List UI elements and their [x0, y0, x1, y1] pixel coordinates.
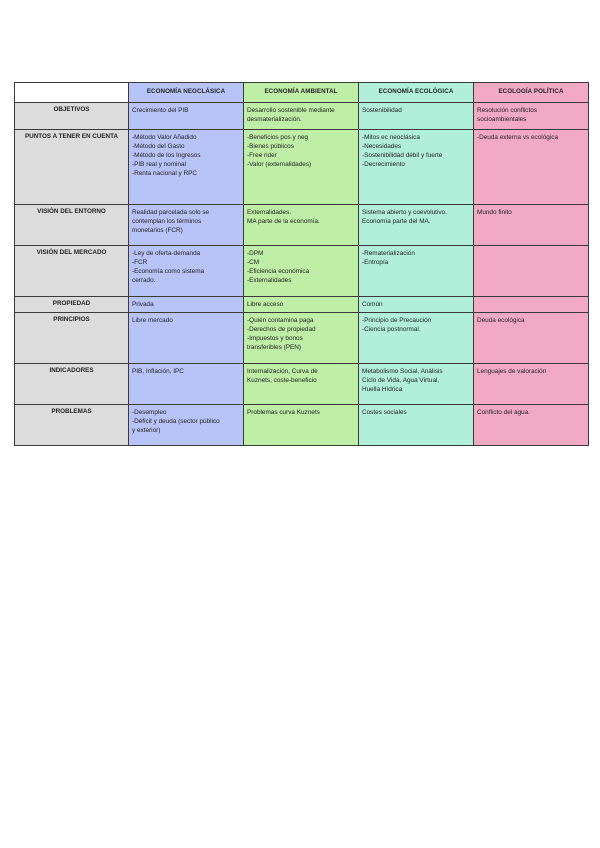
table-cell	[359, 364, 474, 405]
table-row	[15, 103, 589, 130]
table-cell	[244, 130, 359, 205]
cell-line: -Método Valor Añadido	[132, 134, 197, 141]
table-cell	[244, 405, 359, 446]
header-economia-ambiental: ECONOMÍA AMBIENTAL	[244, 83, 359, 103]
cell-line: Kuznets, coste-beneficio	[247, 377, 317, 385]
table-cell	[244, 364, 359, 405]
cell-line: Economía parte del MA.	[362, 218, 431, 226]
cell-line: Costes sociales	[362, 409, 407, 417]
cell-line: -Externalidades	[247, 277, 292, 285]
table-row	[15, 297, 589, 313]
document-page	[14, 82, 588, 446]
cell-line: -Renta nacional y RPC	[132, 170, 198, 178]
cell-line: Crecimiento del PIB	[132, 107, 189, 114]
cell-line: Resolución conflictos	[477, 107, 538, 114]
table-cell	[474, 103, 589, 130]
table-cell	[474, 246, 589, 297]
table-row	[15, 313, 589, 364]
cell-line: desmaterialización.	[247, 116, 302, 124]
row-label: PROBLEMAS	[15, 405, 129, 446]
cell-line: -Principio de Precaución	[362, 317, 432, 325]
cell-line: Problemas curva Kuznets	[247, 409, 320, 417]
cell-line: -Desempleo	[132, 409, 167, 417]
row-label: INDICADORES	[15, 364, 129, 405]
cell-line: Mundo finito	[477, 209, 512, 216]
table-cell	[129, 297, 244, 313]
table-row	[15, 205, 589, 246]
cell-line: Externalidades.	[247, 209, 292, 216]
cell-line: -Beneficios pos y neg	[247, 134, 309, 141]
table-row	[15, 364, 589, 405]
table-cell	[474, 205, 589, 246]
table-body	[15, 103, 589, 446]
cell-line: Conflicto del agua.	[477, 409, 530, 417]
cell-line: Sostenibilidad	[362, 107, 402, 114]
cell-line: Común	[362, 301, 383, 308]
cell-line: -Valor (externalidades)	[247, 161, 312, 169]
cell-line: Sistema abierto y coevolutivo.	[362, 209, 447, 216]
cell-line: -Economía como sistema	[132, 268, 205, 276]
cell-line: -PIB real y nominal	[132, 161, 186, 169]
cell-line: Privada	[132, 301, 154, 308]
cell-line: Desarrollo sostenible mediante	[247, 107, 335, 114]
table-cell	[359, 405, 474, 446]
cell-line: -Deuda externa vs ecológica	[477, 134, 558, 141]
cell-line: -DPM	[247, 250, 264, 257]
table-cell	[359, 297, 474, 313]
cell-line: PIB, Inflación, IPC	[132, 368, 184, 376]
table-row	[15, 405, 589, 446]
cell-line: MA parte de la economía.	[247, 218, 320, 226]
cell-line: -Decrecimiento	[362, 161, 405, 169]
cell-line: -Método del Gasto	[132, 143, 185, 151]
row-label: PRINCIPIOS	[15, 313, 129, 364]
table-cell	[129, 205, 244, 246]
cell-line: -Impuestos y bonos	[247, 335, 303, 343]
table-cell	[359, 130, 474, 205]
cell-line: -FCR	[132, 259, 148, 267]
cell-line: Libre acceso	[247, 301, 284, 308]
cell-line: transferibles (PEN)	[247, 344, 301, 352]
table-cell	[129, 103, 244, 130]
row-label: PUNTOS A TENER EN CUENTA	[15, 130, 129, 205]
table-cell	[129, 313, 244, 364]
cell-line: Ciclo de Vida, Agua Virtual,	[362, 377, 440, 385]
table-row	[15, 246, 589, 297]
cell-line: Realidad parcelada solo se	[132, 209, 210, 216]
cell-line: socioambientales	[477, 116, 527, 124]
table-cell	[129, 364, 244, 405]
table-cell	[474, 130, 589, 205]
cell-line: Metabolismo Social, Análisis	[362, 368, 443, 376]
cell-line: -CM	[247, 259, 260, 267]
header-economia-ecologica: ECONOMÍA ECOLÓGICA	[359, 83, 474, 103]
table-cell	[359, 246, 474, 297]
cell-line: Internalización, Curva de	[247, 368, 318, 376]
table-cell	[129, 130, 244, 205]
cell-line: -Ciencia postnormal.	[362, 326, 421, 334]
cell-line: -Déficit y deuda (sector público	[132, 418, 220, 426]
table-cell	[129, 405, 244, 446]
table-row	[15, 130, 589, 205]
table-cell	[474, 313, 589, 364]
table-cell	[359, 313, 474, 364]
table-cell	[244, 246, 359, 297]
cell-line: Huella Hídrica	[362, 386, 403, 394]
cell-line: -Rematerialización	[362, 250, 415, 257]
cell-line: -Mitos ec neoclásica	[362, 134, 420, 141]
table-cell	[244, 313, 359, 364]
cell-line: -Eficiencia económica	[247, 268, 310, 276]
cell-line: -Sostenibilidad débil y fuerte	[362, 152, 443, 160]
table-cell	[244, 297, 359, 313]
cell-line: -Bienes públicos	[247, 143, 294, 151]
row-label: VISIÓN DEL ENTORNO	[15, 205, 129, 246]
cell-line: -Necesidades	[362, 143, 402, 151]
cell-line: -Ley de oferta-demanda	[132, 250, 201, 257]
comparison-table	[14, 82, 589, 446]
cell-line: cerrado.	[132, 277, 156, 285]
header-ecologia-politica: ECOLOGÍA POLÍTICA	[474, 83, 589, 103]
table-cell	[244, 103, 359, 130]
header-economia-neoclasica: ECONOMÍA NEOCLÁSICA	[129, 83, 244, 103]
header-row	[15, 83, 589, 103]
cell-line: -Derechos de propiedad	[247, 326, 316, 334]
cell-line: -Free rider	[247, 152, 277, 160]
row-label: OBJETIVOS	[15, 103, 129, 130]
cell-line: monetarios (FCR)	[132, 227, 183, 235]
row-label: VISIÓN DEL MERCADO	[15, 246, 129, 297]
header-corner	[15, 83, 129, 103]
cell-line: contemplan los términos	[132, 218, 202, 226]
row-label: PROPIEDAD	[15, 297, 129, 313]
table-cell	[129, 246, 244, 297]
table-cell	[244, 205, 359, 246]
table-cell	[359, 205, 474, 246]
table-cell	[474, 405, 589, 446]
cell-line: -Entropía	[362, 259, 389, 267]
cell-line: Lenguajes de valoración	[477, 368, 547, 376]
cell-line: Deuda ecológica	[477, 317, 525, 325]
cell-line: -Método de los Ingresos	[132, 152, 201, 160]
cell-line: Libre mercado	[132, 317, 173, 325]
cell-line: y exterior)	[132, 427, 161, 435]
table-cell	[474, 364, 589, 405]
table-cell	[359, 103, 474, 130]
cell-line: -Quién contamina paga	[247, 317, 314, 325]
table-cell	[474, 297, 589, 313]
